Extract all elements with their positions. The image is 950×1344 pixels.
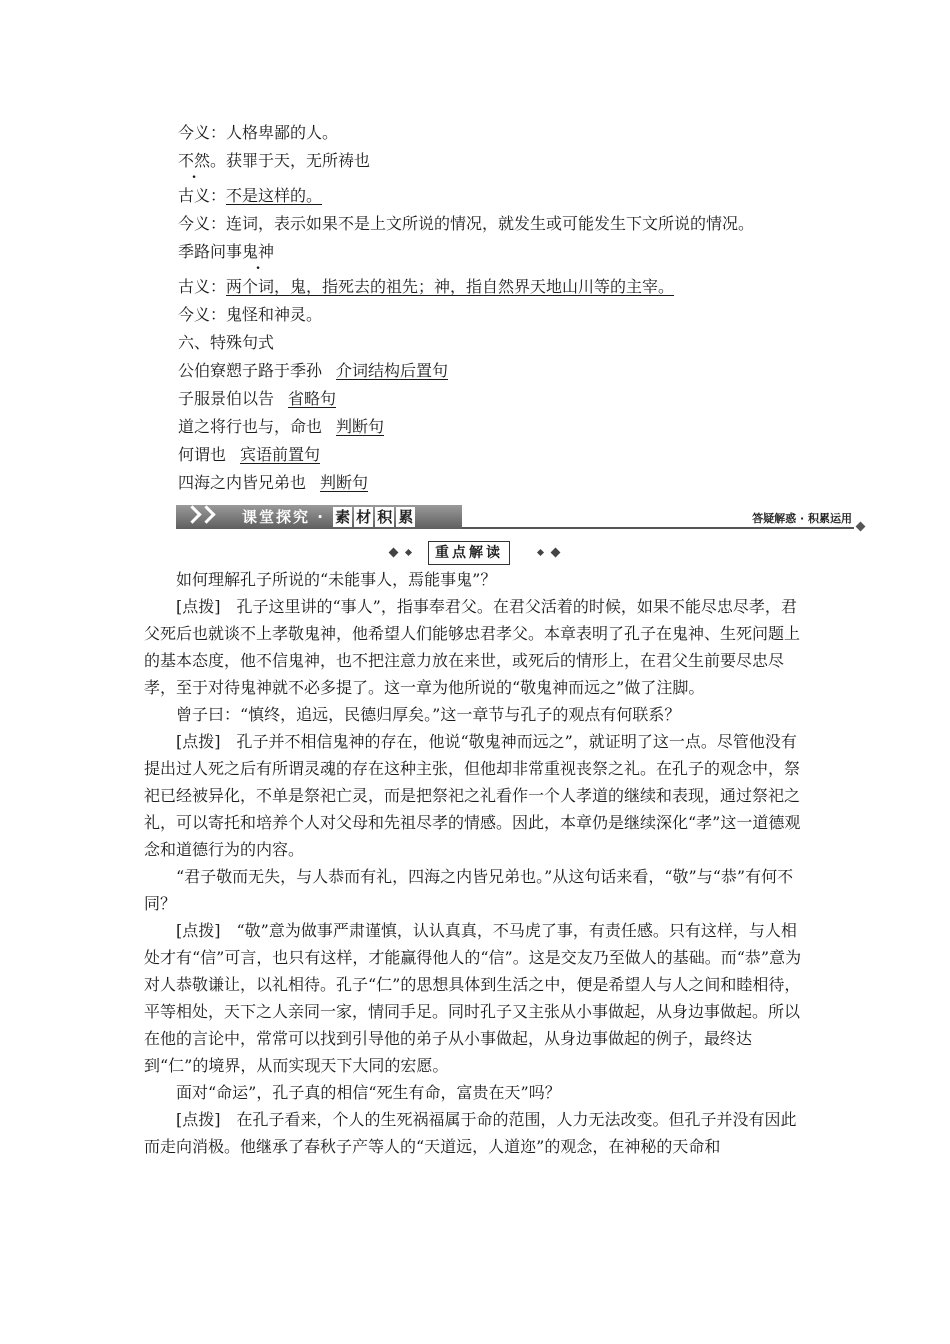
banner-title (242, 507, 416, 527)
vocab-line (178, 186, 322, 206)
vocab-line: 今义：连词，表示如果不是上文所说的情况，就发生或可能发生下文所说的情况。 (178, 214, 755, 233)
question: 曾子曰：“慎终，追远，民德归厚矣。”这一章节与孔子的观点有何联系？ (176, 705, 681, 724)
sentence-line (178, 445, 320, 465)
banner-title-char: 累 (398, 508, 414, 526)
sentence-text: 道之将行也与，命也 (178, 417, 323, 436)
vocab-label: 古义： (178, 186, 227, 205)
vocab-text: 季路问事 (178, 242, 243, 261)
sentence-text: 何谓也 (178, 445, 227, 464)
answer-paragraph: [点拨] 孔子这里讲的“事人”，指事奉君父。在君父活着的时候，如果不能尽忠尽孝，君父死后也就谈不上孝敬鬼神，他希望人们能够忠君孝父。本章表明了孔子在鬼神、生死问题上的基本态度，他不信鬼神，也不把注意力放在来世，或死后的情形上，在君父生前要尽忠尽孝，至于对待鬼神就不必多提了。这一章为他所说的“敬鬼神而远之”做了注脚。 (144, 597, 801, 697)
vocab-text: 。获罪于天，无所祷也 (210, 151, 371, 170)
sentence-text: 公伯寮愬子路于季孙 (178, 361, 323, 380)
section-heading: 六、特殊句式 (178, 333, 275, 352)
banner-title-char: 素 (335, 508, 351, 526)
vocab-line: 今义：人格卑鄙的人。 (178, 123, 339, 142)
dotted-word: 鬼神 (242, 242, 275, 261)
banner-rule (462, 527, 854, 529)
vocab-line (178, 242, 274, 262)
diamond-icon (405, 549, 412, 556)
answer-paragraph: [点拨] “敬”意为做事严肃谨慎，认认真真，不马虎了事，有责任感。只有这样，与人相处才有“信”可言，也只有这样，才能赢得他人的“信”。这是交友乃至做人的基础。而“恭”意为对人恭敬谦让，以礼相待。孔子“仁”的思想具体到生活之中，便是希望人与人之间和睦相待，平等相处，天下之人亲同一家，情同手足。同时孔子又主张从小事做起，从身边事做起。所以在他的言论中，常常可以找到引导他的弟子从小事做起，从身边事做起的例子，最终达到“仁”的境界，从而实现天下大同的宏愿。 (144, 921, 802, 1075)
vocab-line (178, 277, 674, 297)
question: “君子敬而无失，与人恭而有礼，四海之内皆兄弟也。”从这句话来看，“敬”与“恭”有何不同？ (144, 867, 794, 913)
vocab-line (178, 151, 370, 171)
double-chevron-icon (184, 505, 224, 529)
banner-title-text: 课堂探究 · (242, 508, 333, 526)
sentence-line (178, 389, 336, 409)
sentence-answer: 介词结构后置句 (336, 361, 449, 380)
vocab-answer: 两个词，鬼，指死去的祖先；神，指自然界天地山川等的主宰。 (226, 277, 675, 296)
section-banner (176, 503, 864, 531)
subsection-heading (388, 541, 568, 565)
qa-body (144, 566, 808, 1160)
sentence-text: 四海之内皆兄弟也 (178, 473, 307, 492)
banner-title-char: 材 (356, 508, 372, 526)
sentence-line (178, 473, 368, 493)
question: 面对“命运”，孔子真的相信“死生有命，富贵在天”吗？ (176, 1083, 561, 1102)
sentence-answer: 判断句 (320, 473, 369, 492)
answer-paragraph: [点拨] 孔子并不相信鬼神的存在，他说“敬鬼神而远之”，就证明了这一点。尽管他没有提出过人死之后有所谓灵魂的存在这种主张，但他却非常重视丧祭之礼。在孔子的观念中，祭祀已经被异化，不单是祭祀亡灵，而是把祭祀之礼看作一个人孝道的继续和表现，通过祭祀之礼，可以寄托和培养个人对父母和先祖尽孝的情感。因此，本章仍是继续深化“孝”这一道德观念和道德行为的内容。 (144, 732, 801, 859)
sentence-answer: 判断句 (336, 417, 385, 436)
vocab-answer: 不是这样的。 (226, 186, 323, 205)
sentence-answer: 省略句 (288, 389, 337, 408)
dotted-word: 不然 (178, 151, 211, 170)
diamond-icon (551, 548, 561, 558)
sentence-line (178, 361, 448, 381)
diamond-icon (856, 522, 866, 532)
sentence-line (178, 417, 384, 437)
vocab-line: 今义：鬼怪和神灵。 (178, 305, 323, 324)
diamond-icon (537, 549, 544, 556)
subsection-title: 重点解读 (428, 541, 510, 565)
answer-paragraph: [点拨] 在孔子看来，个人的生死祸福属于命的范围，人力无法改变。但孔子并没有因此而走向消极。他继承了春秋子产等人的“天道远，人道迩”的观念，在神秘的天命和 (144, 1110, 797, 1156)
banner-title-char: 积 (377, 508, 393, 526)
vocab-label: 古义： (178, 277, 227, 296)
sentence-text: 子服景伯以告 (178, 389, 275, 408)
banner-right-label: 答疑解惑 · 积累运用 (752, 512, 852, 525)
diamond-icon (389, 548, 399, 558)
question: 如何理解孔子所说的“未能事人，焉能事鬼”？ (176, 570, 497, 589)
sentence-answer: 宾语前置句 (240, 445, 321, 464)
